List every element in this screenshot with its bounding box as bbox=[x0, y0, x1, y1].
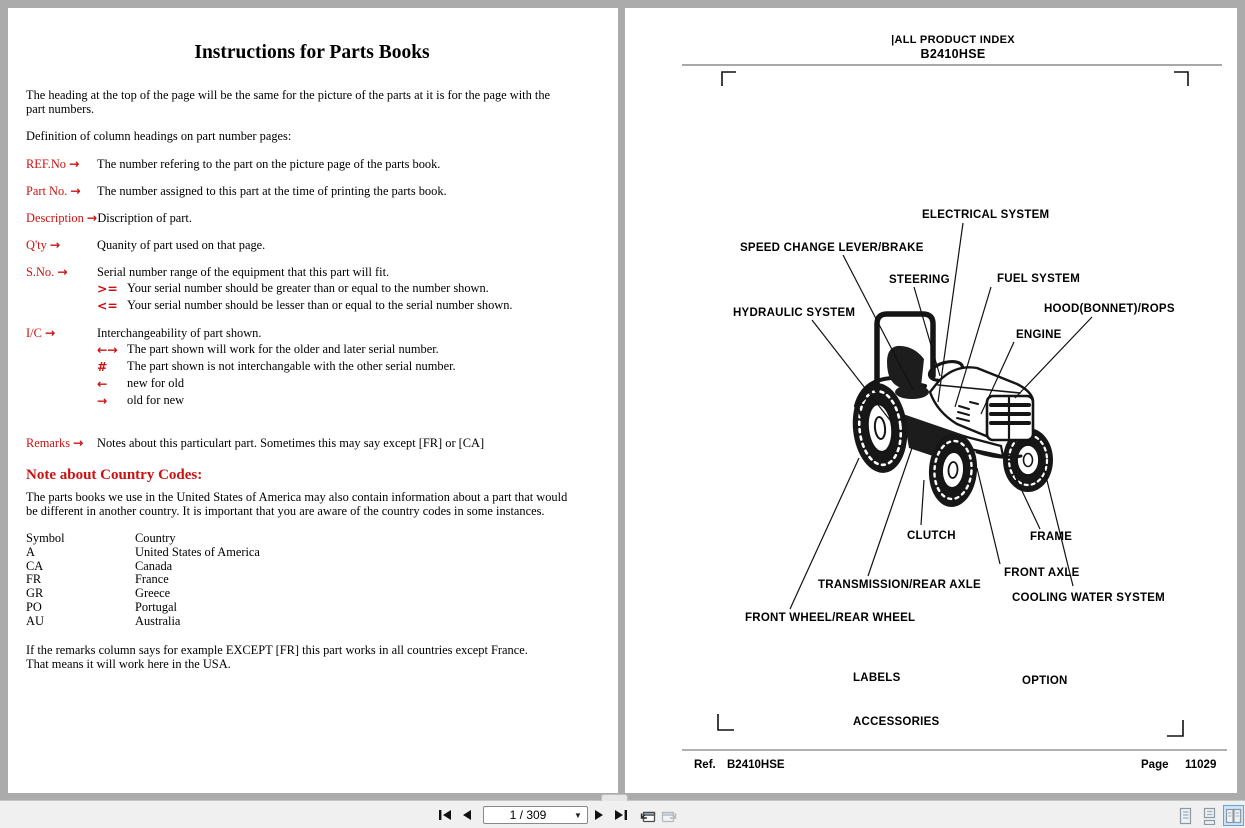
definition-term: Part No. bbox=[26, 184, 71, 198]
toolbar-grip[interactable] bbox=[601, 794, 628, 801]
country-table-row bbox=[26, 573, 598, 587]
symbol: <= bbox=[97, 298, 118, 313]
page-layout-buttons bbox=[1175, 805, 1244, 826]
continuous-layout-button[interactable] bbox=[1199, 805, 1220, 826]
tractor-parts-diagram bbox=[625, 8, 1237, 793]
country-name: Australia bbox=[135, 613, 181, 628]
page-number-combobox bbox=[483, 806, 588, 824]
tractor-illustration bbox=[848, 314, 1053, 509]
definition-term: S.No. bbox=[26, 265, 58, 279]
country-table-row bbox=[26, 560, 598, 574]
clutch-leader-line bbox=[921, 480, 924, 525]
diagram-label-fuel-system: FUEL SYSTEM bbox=[997, 273, 1081, 285]
symbol: # bbox=[97, 359, 108, 374]
single-page-layout-icon bbox=[1178, 807, 1193, 825]
closing-paragraph bbox=[26, 643, 598, 671]
model-number-title: B2410HSE bbox=[920, 47, 986, 61]
right-page bbox=[625, 8, 1237, 793]
intro-paragraph: The heading at the top of the page will be the same for the picture of the parts at it is for the page with the part numbers. bbox=[26, 88, 551, 116]
symbol: → bbox=[97, 393, 108, 408]
definition-term: Q'ty bbox=[26, 238, 50, 252]
arrow-icon: → bbox=[69, 156, 80, 171]
definition-term: Description bbox=[26, 211, 87, 225]
diagram-label-accessories: ACCESSORIES bbox=[853, 716, 940, 728]
symbol: >= bbox=[97, 281, 118, 296]
diagram-label-speed-change-lever-brake: SPEED CHANGE LEVER/BRAKE bbox=[740, 242, 924, 254]
definition-description: Serial number range of the equipment that this part will fit. bbox=[97, 265, 390, 279]
definition-row bbox=[26, 184, 598, 198]
definition-description: Interchangeability of part shown. bbox=[97, 326, 262, 340]
definition-term: I/C bbox=[26, 326, 45, 340]
symbol-description: The part shown will work for the older and later serial number. bbox=[127, 342, 439, 356]
country-table-row bbox=[26, 546, 598, 560]
next-view-icon bbox=[661, 808, 678, 823]
diagram-label-option: OPTION bbox=[1022, 675, 1068, 687]
symbol: ← bbox=[97, 376, 108, 391]
diagram-label-front-axle: FRONT AXLE bbox=[1004, 567, 1080, 579]
country-symbol: GR bbox=[26, 586, 44, 601]
definition-label bbox=[26, 238, 97, 252]
facing-pages-layout-button[interactable] bbox=[1223, 805, 1244, 826]
previous-view-icon bbox=[639, 808, 656, 823]
arrow-icon: → bbox=[73, 435, 84, 450]
page-label: Page bbox=[1141, 759, 1169, 771]
country-name: Canada bbox=[135, 558, 173, 573]
symbol-description: Your serial number should be greater than or equal to the number shown. bbox=[127, 281, 489, 295]
country-table-row bbox=[26, 615, 598, 629]
right-page-header bbox=[647, 34, 1237, 62]
definition-subrow bbox=[97, 342, 598, 357]
definition-row bbox=[26, 326, 598, 340]
country-name: France bbox=[135, 572, 169, 587]
symbol-description: The part shown is not interchangable with the other serial number. bbox=[127, 359, 456, 373]
closing-line: That means it will work here in the USA. bbox=[26, 656, 231, 671]
diagram-label-steering: STEERING bbox=[889, 274, 950, 286]
symbol-header: Symbol bbox=[26, 531, 65, 545]
symbol-description: new for old bbox=[127, 376, 185, 390]
country-header: Country bbox=[135, 531, 176, 545]
definition-subrow bbox=[97, 393, 598, 408]
diagram-label-electrical-system: ELECTRICAL SYSTEM bbox=[922, 209, 1050, 221]
arrow-icon: → bbox=[49, 237, 61, 252]
definition-label bbox=[26, 211, 97, 225]
first-page-button[interactable] bbox=[434, 805, 454, 825]
definition-description: Discription of part. bbox=[97, 211, 192, 225]
definition-description: Quanity of part used on that page. bbox=[97, 238, 266, 252]
country-symbol: CA bbox=[26, 558, 44, 573]
first-page-icon bbox=[437, 809, 452, 821]
definition-subrow bbox=[97, 281, 598, 296]
definition-label bbox=[26, 184, 97, 198]
symbol-description: old for new bbox=[127, 393, 185, 407]
diagram-label-clutch: CLUTCH bbox=[907, 530, 956, 542]
single-page-layout-button[interactable] bbox=[1175, 805, 1196, 826]
country-symbol: AU bbox=[26, 613, 44, 628]
ref-value: B2410HSE bbox=[727, 759, 785, 771]
page-number-value: 11029 bbox=[1185, 759, 1217, 771]
definition-label bbox=[26, 326, 97, 340]
next-page-icon bbox=[594, 809, 604, 821]
next-view-button[interactable] bbox=[659, 805, 679, 825]
diagram-label-transmission-rear-axle: TRANSMISSION/REAR AXLE bbox=[818, 579, 981, 591]
arrow-icon: → bbox=[44, 325, 56, 340]
definition-label bbox=[26, 157, 97, 171]
diagram-label-labels: LABELS bbox=[853, 672, 901, 684]
country-name: Greece bbox=[135, 586, 171, 601]
definition-row bbox=[26, 436, 598, 450]
page-title: Instructions for Parts Books bbox=[194, 42, 430, 63]
cooling-water-system-leader-line bbox=[1040, 452, 1073, 586]
diagram-label-hood-bonnet-rops: HOOD(BONNET)/ROPS bbox=[1044, 303, 1175, 315]
definition-row bbox=[26, 238, 598, 252]
definition-row bbox=[26, 157, 598, 171]
country-table-header bbox=[26, 532, 598, 546]
left-page bbox=[8, 8, 618, 793]
definition-subrow bbox=[97, 298, 598, 313]
symbol-description: Your serial number should be lesser than or equal to the serial number shown. bbox=[127, 298, 513, 312]
country-table-row bbox=[26, 587, 598, 601]
last-page-button[interactable] bbox=[611, 805, 631, 825]
definition-term: REF.No bbox=[26, 157, 70, 171]
arrow-icon: → bbox=[86, 210, 98, 225]
last-page-icon bbox=[614, 809, 629, 821]
country-name: Portugal bbox=[135, 599, 177, 614]
country-codes-heading: Note about Country Codes: bbox=[26, 467, 203, 483]
right-page-footer bbox=[625, 756, 1237, 776]
facing-pages-layout-icon bbox=[1225, 807, 1242, 825]
definition-description: The number refering to the part on the picture page of the parts book. bbox=[97, 157, 441, 171]
definition-subrow bbox=[97, 359, 598, 374]
definition-label bbox=[26, 265, 97, 279]
country-symbol: FR bbox=[26, 572, 42, 587]
definition-subrow bbox=[97, 376, 598, 391]
country-codes-body: The parts books we use in the United States of America may also contain information about a part that would be different in another country. It is important that you are aware of the country codes in some instances. bbox=[26, 490, 568, 518]
previous-view-button[interactable] bbox=[637, 805, 657, 825]
next-page-button[interactable] bbox=[589, 805, 609, 825]
definition-description: The number assigned to this part at the time of printing the parts book. bbox=[97, 184, 447, 198]
viewer-status-toolbar bbox=[0, 800, 1245, 828]
all-product-index-title: |ALL PRODUCT INDEX bbox=[891, 34, 1015, 46]
diagram-label-front-wheel-rear-wheel: FRONT WHEEL/REAR WHEEL bbox=[745, 612, 916, 624]
diagram-label-engine: ENGINE bbox=[1016, 329, 1062, 341]
country-symbol: PO bbox=[26, 599, 42, 614]
definition-label bbox=[26, 436, 97, 450]
diagram-label-frame: FRAME bbox=[1030, 531, 1073, 543]
closing-line: If the remarks column says for example EXCEPT [FR] this part works in all countries except France. bbox=[26, 642, 528, 657]
arrow-icon: → bbox=[57, 264, 68, 279]
continuous-layout-icon bbox=[1202, 807, 1217, 825]
definitions-list bbox=[26, 157, 598, 450]
front-axle-leader-line bbox=[977, 468, 1000, 564]
country-table-row bbox=[26, 601, 598, 615]
previous-page-icon bbox=[462, 809, 472, 821]
page-number-input[interactable] bbox=[486, 807, 570, 823]
symbol: ←→ bbox=[97, 342, 118, 357]
country-symbol: A bbox=[26, 544, 35, 559]
diagram-label-hydraulic-system: HYDRAULIC SYSTEM bbox=[733, 307, 856, 319]
arrow-icon: → bbox=[70, 183, 81, 198]
page-dropdown-arrow-icon[interactable]: ▼ bbox=[574, 810, 582, 820]
diagram-label-cooling-water-system: COOLING WATER SYSTEM bbox=[1012, 592, 1166, 604]
definition-description: Notes about this particulart part. Sometimes this may say except [FR] or [CA] bbox=[97, 436, 485, 450]
definition-row bbox=[26, 211, 598, 225]
country-name: United States of America bbox=[135, 544, 260, 559]
ref-label: Ref. bbox=[694, 759, 716, 771]
definition-row bbox=[26, 265, 598, 279]
definition-intro: Definition of column headings on part number pages: bbox=[26, 129, 292, 143]
country-codes-table bbox=[26, 532, 598, 629]
previous-page-button[interactable] bbox=[457, 805, 477, 825]
definition-term: Remarks bbox=[26, 436, 74, 450]
hydraulic-system-leader-line bbox=[812, 320, 893, 424]
